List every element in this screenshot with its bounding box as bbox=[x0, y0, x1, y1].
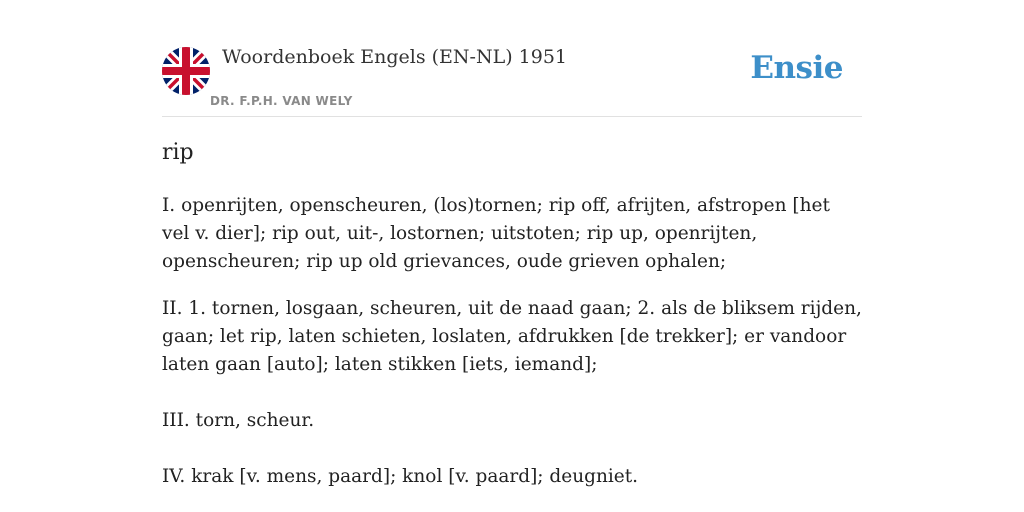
definition-1: I. openrijten, openscheuren, (los)tornen; rip off, afrijten, afstropen [het vel v. dier]; rip out, uit-, lostornen; uitstoten; rip up, openrijten, openscheuren; rip up old grievances, oude grieven ophalen; bbox=[162, 195, 830, 272]
page bbox=[162, 0, 862, 512]
dictionary-author: DR. F.P.H. VAN WELY bbox=[210, 94, 353, 108]
definition-3: III. torn, scheur. bbox=[162, 410, 315, 431]
dictionary-header bbox=[162, 0, 862, 117]
definition-4: IV. krak [v. mens, paard]; knol [v. paard]; deugniet. bbox=[162, 466, 639, 487]
uk-flag-icon bbox=[162, 47, 210, 95]
definition-2: II. 1. tornen, losgaan, scheuren, uit de naad gaan; 2. als de bliksem rijden, gaan; let rip, laten schieten, loslaten, afdrukken [de trekker]; er vandoor laten gaan [auto]; laten stikken [iets, iemand]; bbox=[162, 298, 862, 375]
dictionary-title[interactable]: Woordenboek Engels (EN-NL) 1951 bbox=[222, 46, 567, 68]
brand-logo[interactable]: Ensie bbox=[750, 50, 843, 86]
entry-headword: rip bbox=[162, 140, 194, 165]
